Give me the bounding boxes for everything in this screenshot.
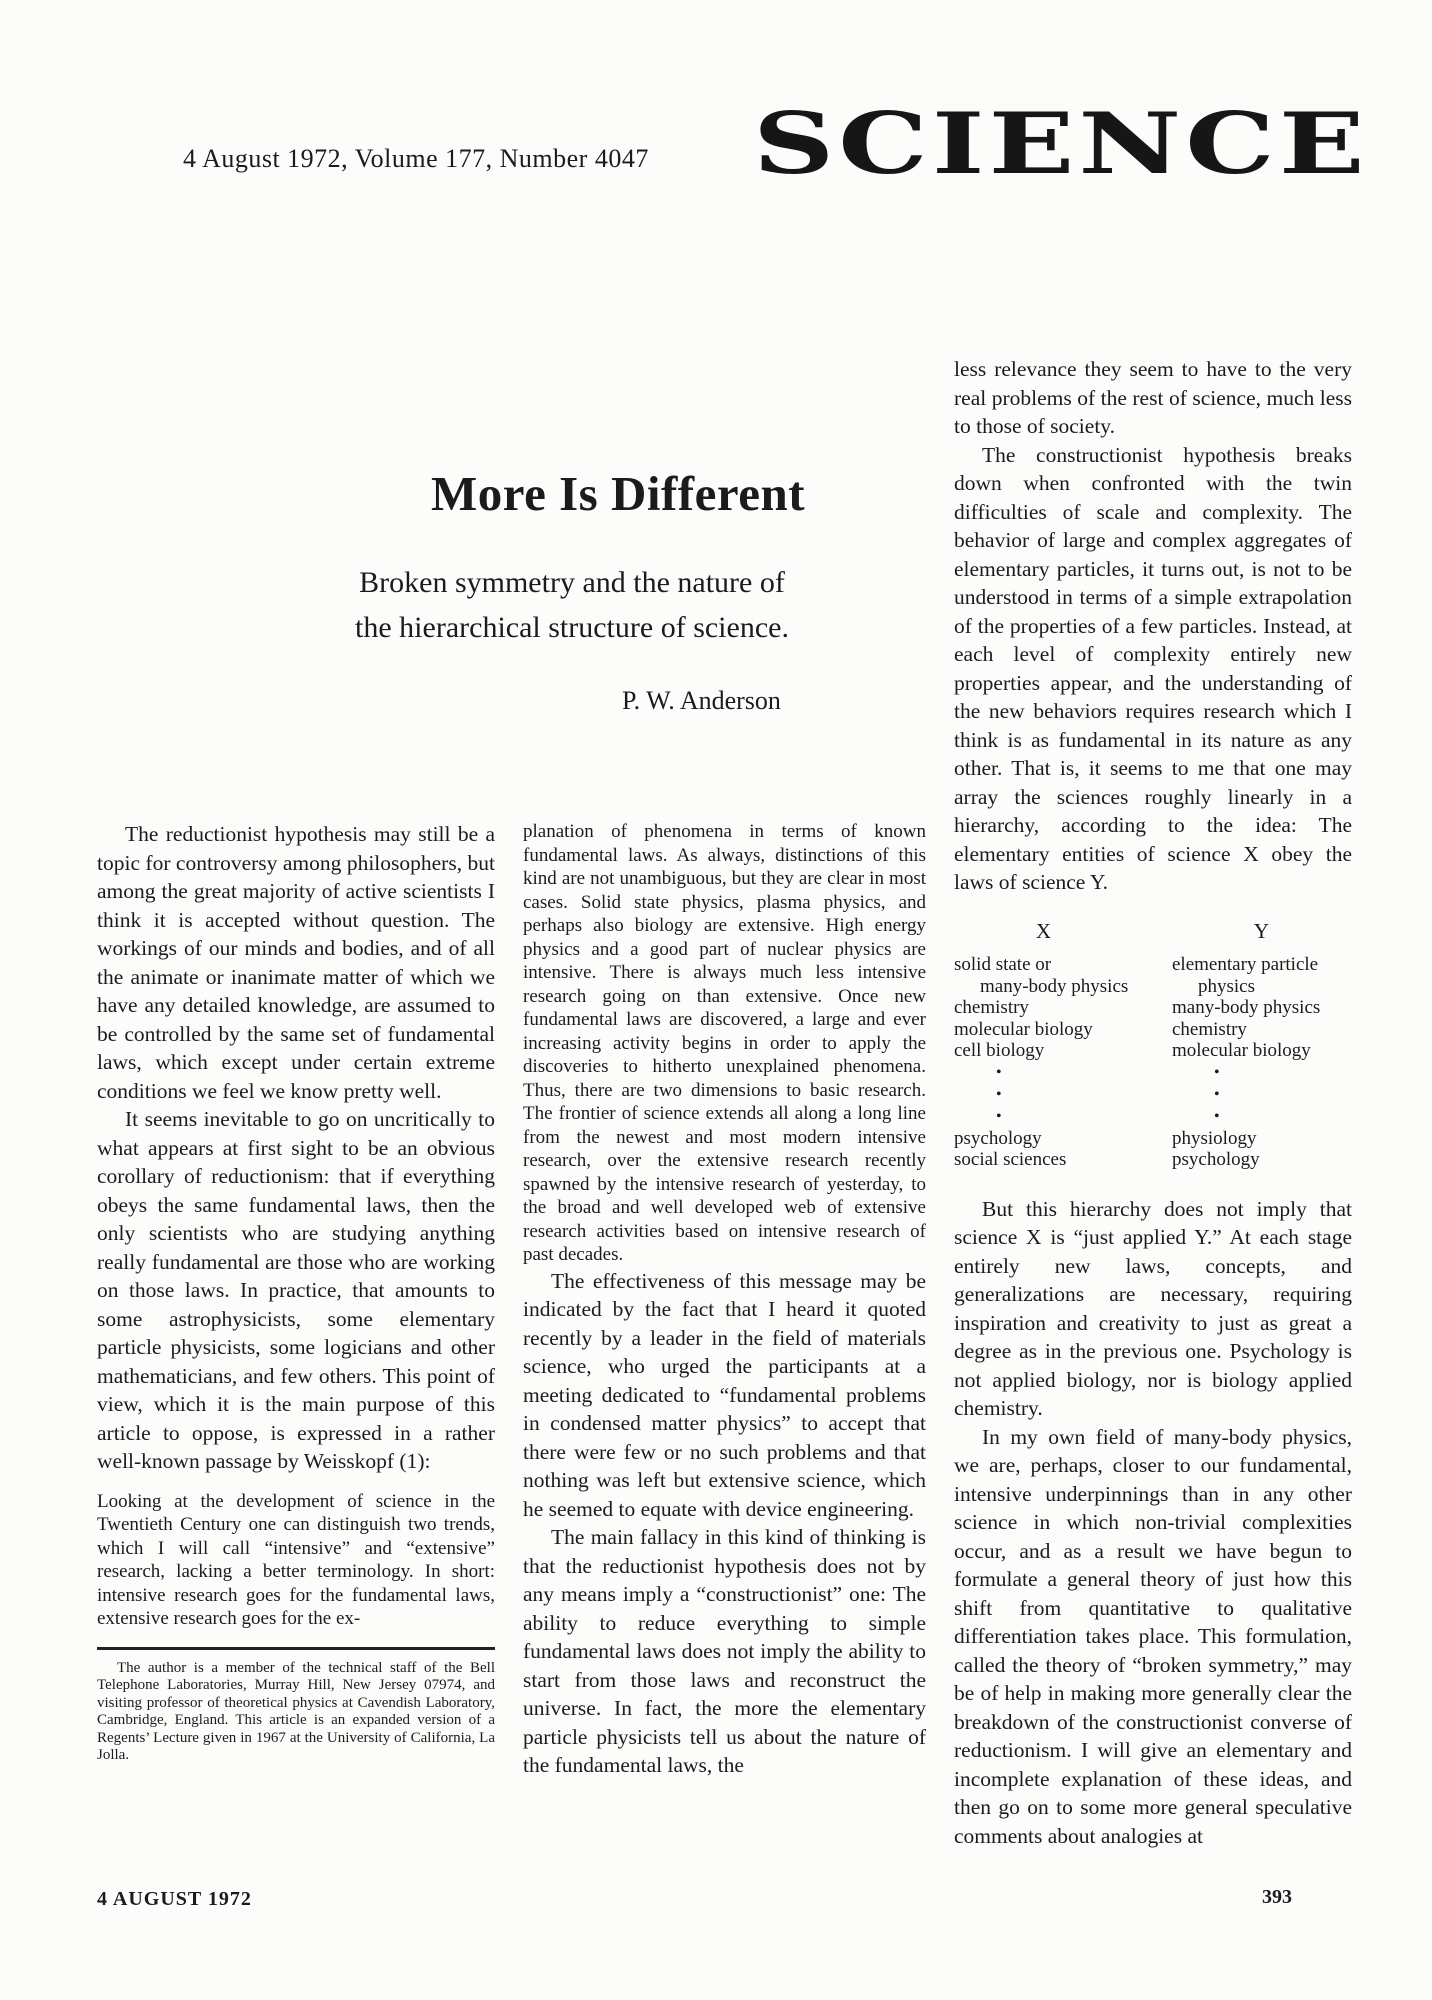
ellipsis-dot: • [1214, 1107, 1220, 1125]
ellipsis-dot: • [1214, 1085, 1220, 1103]
page-number: 393 [1262, 1886, 1292, 1908]
paragraph: It seems inevitable to go on uncritically to what appears at first sight to be an obvious corollary of reductionism: that if everything obeys the same fundamental laws, then the only scientists who are studying anything really fundamental are those who are working on those laws. In practice, that amounts to some astrophysicists, some elementary particle physicists, some logicians and other mathematicians, and few others. This point of view, which it is the main purpose of this article to oppose, is expressed in a rather well-known passage by Weisskopf (1): [97, 1107, 495, 1473]
table-cell: cell biology [954, 1040, 1045, 1061]
table-cell: physics [1198, 975, 1255, 997]
article-subtitle [355, 560, 789, 650]
table-cell: solid state or [954, 954, 1052, 975]
table-cell: molecular biology [1172, 1040, 1311, 1061]
column-right [954, 355, 1352, 1850]
table-cell: psychology [954, 1127, 1042, 1149]
column-middle [523, 820, 926, 1780]
footer-date: 4 AUGUST 1972 [97, 1888, 252, 1910]
weisskopf-quote-start: Looking at the development of science in the Twentieth Century one can distinguish two trends, which I will call “intensive” and “extensive” research, lacking a better terminology. In short: intensive research goes for the fundamental laws, extensive research goes for the ex- [97, 1490, 495, 1629]
table-cell: psychology [1172, 1149, 1260, 1170]
footnote-rule [97, 1647, 495, 1650]
table-cell: chemistry [1172, 1018, 1247, 1040]
ellipsis-dot: • [996, 1085, 1002, 1103]
paragraph: less relevance they seem to have to the very real problems of the rest of science, much less to those of society. [954, 357, 1352, 438]
paragraph: The effectiveness of this message may be indicated by the fact that I heard it quoted recently by a leader in the field of materials science, who urged the participants at a meeting dedicated to “fundamental problems in condensed matter physics” to accept that there were few or no such problems and that nothing was left but extensive science, which he seemed to equate with device engineering. [523, 1268, 926, 1521]
table-cell: molecular biology [954, 1018, 1093, 1040]
ellipsis-dot: • [996, 1107, 1002, 1125]
paragraph: The reductionist hypothesis may still be a topic for controversy among philosophers, but among the great majority of active scientists I think it is accepted without question. The workings of our minds and bodies, and of all the animate or inanimate matter of which we have any detailed knowledge, are assumed to be controlled by the same set of fundamental laws, which except under certain extreme conditions we feel we know pretty well. [97, 822, 495, 1103]
ellipsis-dot: • [996, 1063, 1002, 1081]
paragraph: The main fallacy in this kind of thinking is that the reductionist hypothesis does not by any means imply a “constructionist” one: The ability to reduce everything to simple fundamental laws does not imply the ability to start from those laws and reconstruct the universe. In fact, the more the elementary particle physicists tell us about the nature of the fundamental laws, the [523, 1525, 926, 1777]
column-left [97, 820, 495, 1765]
table-cell: social sciences [954, 1149, 1067, 1170]
table-cell: chemistry [954, 997, 1029, 1018]
ellipsis-dot: • [1214, 1063, 1220, 1081]
hierarchy-table-column-y [1172, 918, 1352, 1171]
table-header-y: Y [1253, 918, 1271, 943]
table-cell: elementary particle [1172, 954, 1319, 975]
hierarchy-table-column-x [954, 918, 1172, 1171]
journal-logo: SCIENCE [753, 94, 1369, 193]
paragraph: In my own field of many-body physics, we are, perhaps, closer to our fundamental, intensive underpinnings than in any other science in which non-trivial complexities occur, and as a result we have begun to formulate a general theory of just how this shift from quantitative to qualitative differentiation takes place. This formulation, called the theory of “broken symmetry,” may be of help in making more generally clear the breakdown of the constructionist converse of reductionism. I will give an elementary and incomplete explanation of these ideas, and then go on to some more general speculative comments about analogies at [954, 1424, 1352, 1848]
article-subtitle-line2: the hierarchical structure of science. [355, 611, 789, 644]
table-cell: physiology [1172, 1127, 1257, 1149]
table-header-x: X [1035, 918, 1053, 943]
table-cell: many-body physics [1172, 997, 1321, 1018]
author-byline: P. W. Anderson [622, 686, 781, 715]
paragraph: But this hierarchy does not imply that science X is “just applied Y.” At each stage entirely new laws, concepts, and generalizations are necessary, requiring inspiration and creativity to just as great a degree as in the previous one. Psychology is not applied biology, nor is biology applied chemistry. [954, 1196, 1352, 1420]
hierarchy-table [954, 918, 1352, 1171]
issue-line: 4 August 1972, Volume 177, Number 4047 [183, 144, 649, 173]
article-title: More Is Different [430, 466, 806, 521]
article-subtitle-line1: Broken symmetry and the nature of [359, 566, 785, 599]
author-footnote: The author is a member of the technical staff of the Bell Telephone Laboratories, Murray Hill, New Jersey 07974, and visiting professor of theoretical physics at Cavendish Laboratory, Cambridge, England. This article is an expanded version of a Regents’ Lecture given in 1967 at the University of California, La Jolla. [97, 1659, 495, 1764]
table-cell: many-body physics [980, 975, 1129, 997]
paragraph: The constructionist hypothesis breaks down when confronted with the twin difficulties of scale and complexity. The behavior of large and complex aggregates of elementary particles, it turns out, is not to be understood in terms of a simple extrapolation of the properties of a few particles. Instead, at each level of complexity entirely new properties appear, and the understanding of the new behaviors requires research which I think is as fundamental in its nature as any other. That is, it seems to me that one may array the sciences roughly linearly in a hierarchy, according to the idea: The elementary entities of science X obey the laws of science Y. [954, 442, 1352, 894]
weisskopf-quote-continuation: planation of phenomena in terms of known fundamental laws. As always, distinctions of this kind are not unambiguous, but they are clear in most cases. Solid state physics, plasma physics, and perhaps also biology are extensive. High energy physics and a good part of nuclear physics are intensive. There is always much less intensive research going on than extensive. Once new fundamental laws are discovered, a large and ever increasing activity begins in order to apply the discoveries to hitherto unexplained phenomena. Thus, there are two dimensions to basic research. The frontier of science extends all along a long line from the newest and most modern intensive research, over the extensive research recently spawned by the intensive research of yesterday, to the broad and well developed web of extensive research activities based on intensive research of past decades. [523, 821, 926, 1265]
